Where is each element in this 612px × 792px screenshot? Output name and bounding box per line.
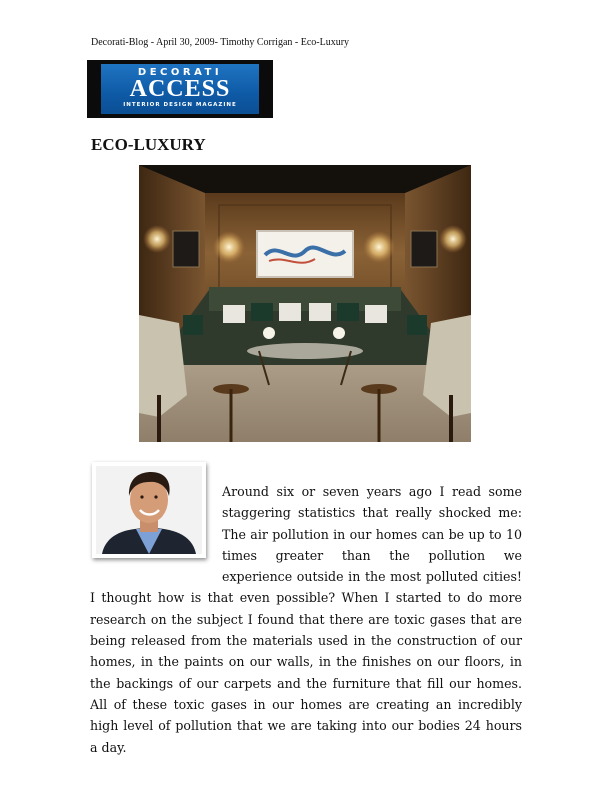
logo-panel [101, 64, 259, 114]
logo-main-text: ACCESS [129, 76, 231, 102]
article-title: ECO-LUXURY [91, 135, 206, 154]
logo-brand-text: DECORATI [137, 67, 223, 78]
decorati-access-logo [87, 60, 273, 118]
logo-tagline: INTERIOR DESIGN MAGAZINE [123, 102, 237, 108]
article-body-text: Around six or seven years ago I read some staggering statistics that really shocked me: The air pollution in our homes can be up to 10 times greater than the pollution we experience outside in the most polluted cities! I thought how is that even possible? When I started to do more research on the subject I found that there are toxic gases that are being released from the materials used in the construction of our homes, in the paints on our walls, in the finishes on our floors, in the backings of our carpets and the furniture that fill our homes. All of these toxic gases in our homes are creating an incredibly high level of pollution that we are taking into our bodies 24 hours a day. [90, 484, 522, 755]
document-header: Decorati-Blog - April 30, 2009- Timothy Corrigan - Eco-Luxury [91, 37, 350, 48]
portrait-text-wrap [90, 481, 222, 586]
room-photo [139, 165, 471, 442]
article-body [90, 481, 522, 758]
